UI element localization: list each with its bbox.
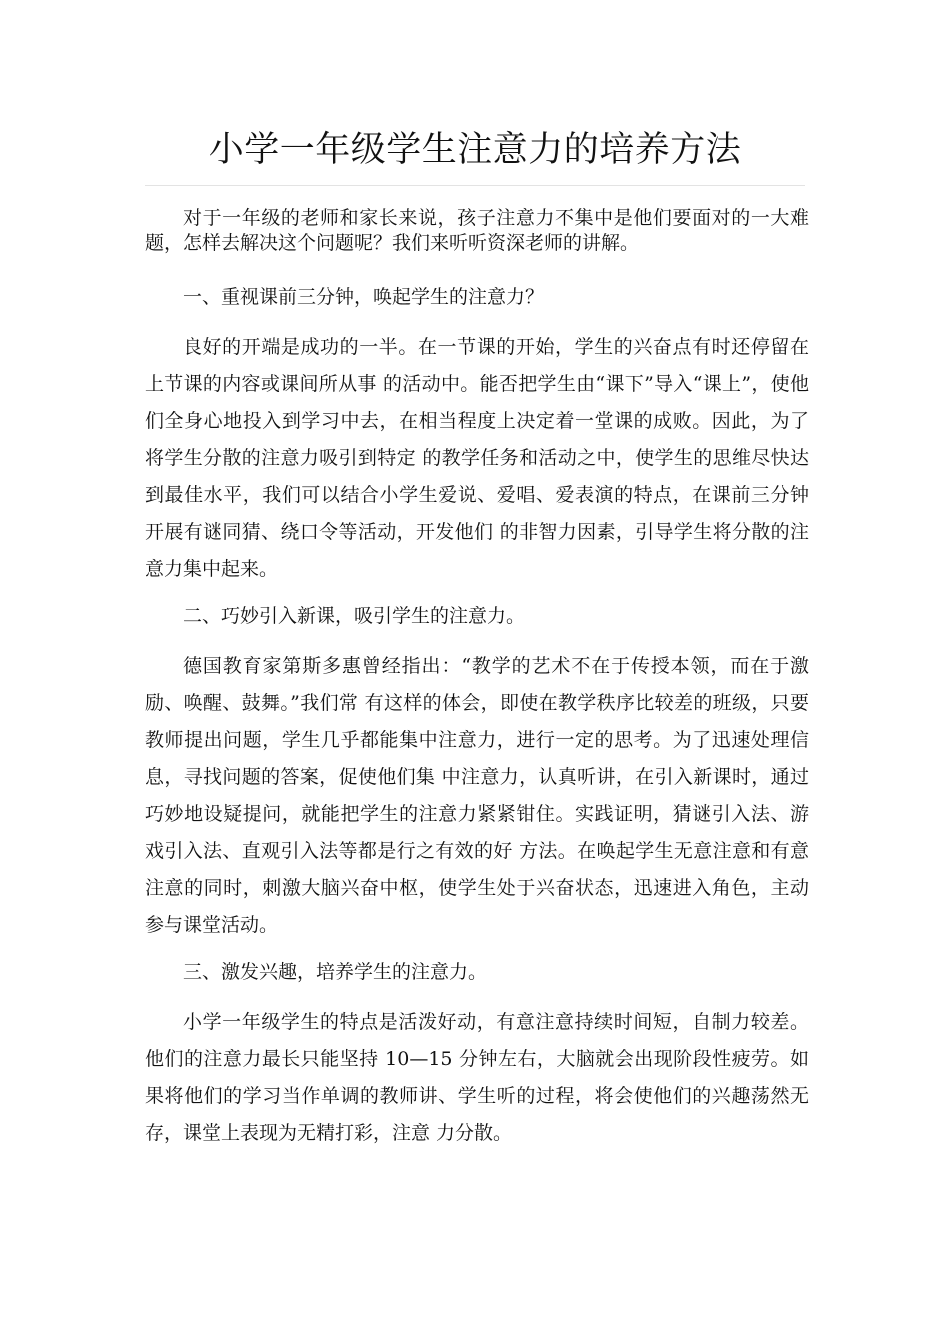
section-body-3: 小学一年级学生的特点是活泼好动，有意注意持续时间短，自制力较差。他们的注意力最长只能坚持 10—15 分钟左右，大脑就会出现阶段性疲劳。如果将他们的学习当作单调的教师讲、学生听的过程，将会使他们的兴趣荡然无存，课堂上表现为无精打彩，注意 力分散。: [145, 1011, 809, 1144]
title-divider: [145, 185, 805, 186]
document-body: [145, 206, 809, 1166]
section-heading-2: 二、巧妙引入新课，吸引学生的注意力。: [183, 605, 526, 627]
section-heading-3: 三、激发兴趣，培养学生的注意力。: [183, 961, 488, 983]
intro-paragraph: 对于一年级的老师和家长来说，孩子注意力不集中是他们要面对的一大难题，怎样去解决这个问题呢？我们来听听资深老师的讲解。: [145, 207, 809, 254]
document-title: 小学一年级学生注意力的培养方法: [208, 130, 742, 170]
section-body-1: 良好的开端是成功的一半。在一节课的开始，学生的兴奋点有时还停留在上节课的内容或课间所从事 的活动中。能否把学生由“课下”导入“课上”，使他们全身心地投入到学习中去，在相当程度上决定着一堂课的成败。因此，为了将学生分散的注意力吸引到特定 的教学任务和活动之中，使学生的思维尽快达到最佳水平，我们可以结合小学生爱说、爱唱、爱表演的特点，在课前三分钟开展有谜同猜、绕口令等活动，开发他们 的非智力因素，引导学生将分散的注意力集中起来。: [145, 336, 809, 580]
section-body-2: 德国教育家第斯多惠曾经指出：“教学的艺术不在于传授本领，而在于激励、唤醒、鼓舞。”我们常 有这样的体会，即使在教学秩序比较差的班级，只要教师提出问题，学生几乎都能集中注意力，进行一定的思考。为了迅速处理信息，寻找问题的答案，促使他们集 中注意力，认真听讲，在引入新课时，通过巧妙地设疑提问，就能把学生的注意力紧紧钳住。实践证明，猜谜引入法、游戏引入法、直观引入法等都是行之有效的好 方法。在唤起学生无意注意和有意注意的同时，刺激大脑兴奋中枢，使学生处于兴奋状态，迅速进入角色，主动参与课堂活动。: [145, 655, 809, 936]
section-heading-1: 一、重视课前三分钟，唤起学生的注意力？: [183, 286, 545, 308]
